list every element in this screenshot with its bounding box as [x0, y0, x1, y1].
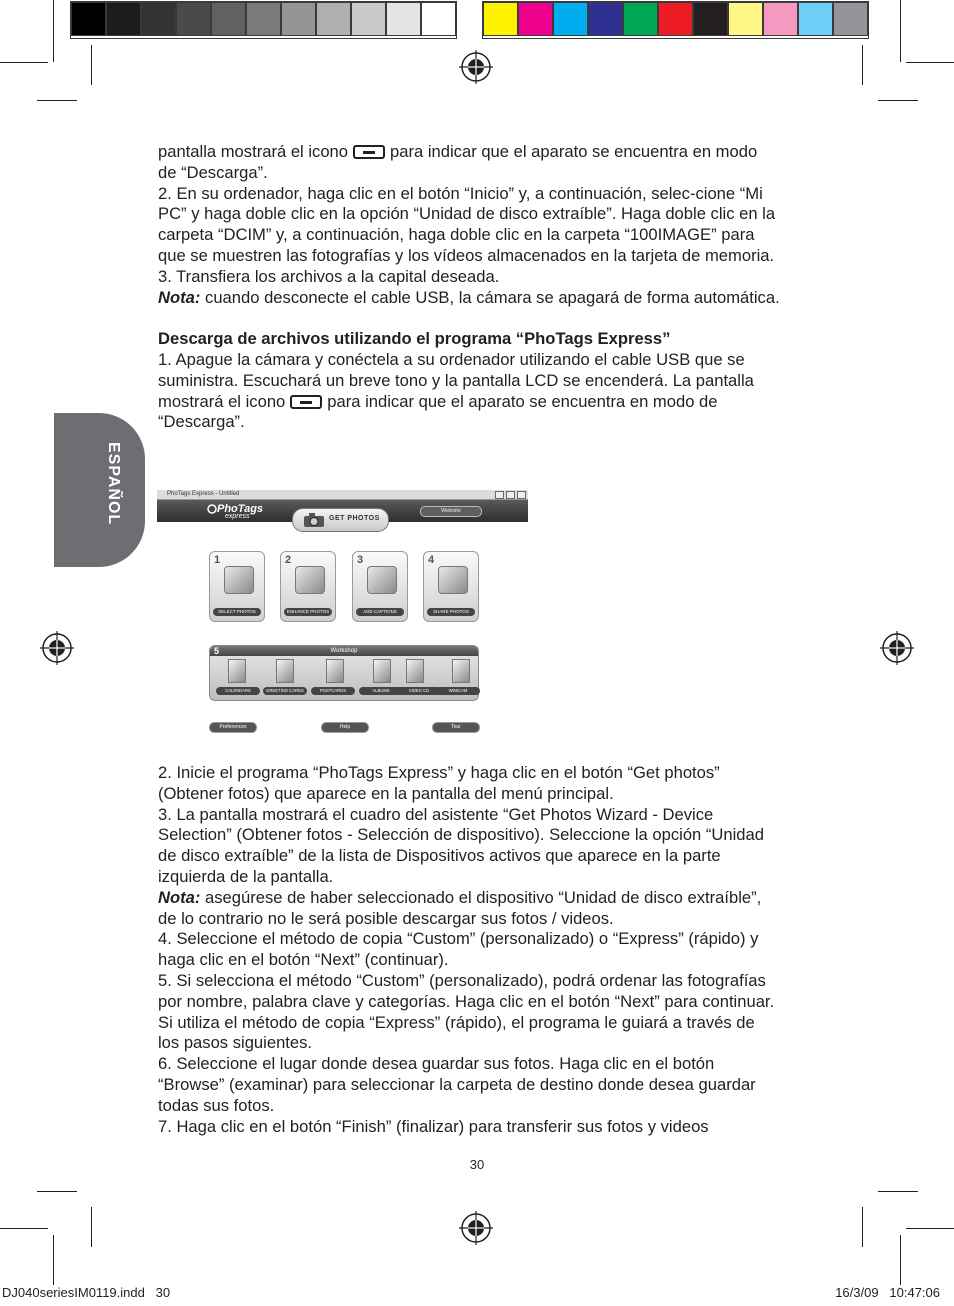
- instructions-bottom: [158, 763, 780, 1137]
- color-swatch: [351, 2, 386, 36]
- note-text: cuando desconecte el cable USB, la cámara se apagará de forma automática.: [205, 287, 780, 307]
- color-swatch: [833, 2, 868, 36]
- brush-icon: [295, 566, 325, 594]
- download-mode-icon: [290, 395, 322, 409]
- color-swatch: [421, 2, 456, 36]
- paragraph: [158, 142, 780, 184]
- folder-icon: [224, 566, 254, 594]
- crop-mark: [878, 100, 918, 101]
- color-swatch: [658, 2, 693, 36]
- grayscale-color-bar: [70, 1, 457, 39]
- crop-mark: [0, 1228, 48, 1229]
- color-swatch: [281, 2, 316, 36]
- language-tab: [54, 413, 145, 567]
- select-photos-tile[interactable]: [209, 551, 265, 622]
- color-swatch: [246, 2, 281, 36]
- paragraph: 5. Si selecciona el método “Custom” (personalizado), podrá ordenar las fotografías por nombre, palabra clave y categorías. Haga clic en el botón “Next” para continuar. Si utiliza el método de copia “Express” (rápido), el programa le guiará a través de los pasos siguientes.: [158, 970, 775, 1053]
- paragraph: 6. Seleccione el lugar donde desea guardar sus fotos. Haga clic en el botón “Browse” (examinar) para seleccionar la carpeta de destino donde desea guardar todas sus fotos.: [158, 1054, 756, 1115]
- text-run: para indicar que el aparato se encuentra en modo de “Descarga”.: [158, 142, 758, 182]
- close-icon: [517, 491, 526, 499]
- color-swatch: [518, 2, 553, 36]
- enhance-photos-tile[interactable]: [280, 551, 336, 622]
- color-swatch: [141, 2, 176, 36]
- color-swatch: [588, 2, 623, 36]
- workshop-item-label: ALBUMS: [359, 687, 403, 695]
- tour-button[interactable]: Tour: [432, 722, 480, 733]
- window-controls: [495, 491, 526, 499]
- paragraph: 7. Haga clic en el botón “Finish” (finalizar) para transferir sus fotos y videos: [158, 1116, 709, 1136]
- brand-sub: express: [225, 513, 250, 520]
- help-button[interactable]: Help: [321, 722, 369, 733]
- caption-icon: [367, 566, 397, 594]
- workshop-item-label: POSTCARDS: [311, 687, 355, 695]
- share-icon: [438, 566, 468, 594]
- crop-mark: [906, 1228, 954, 1229]
- tile-label: ENHANCE PHOTOS: [284, 608, 332, 616]
- tile-label: SELECT PHOTOS: [213, 608, 261, 616]
- website-button[interactable]: Website: [420, 506, 482, 517]
- registration-mark-icon: [459, 1211, 493, 1245]
- camera-icon: [303, 512, 325, 528]
- crop-mark: [862, 45, 863, 85]
- section-heading: Descarga de archivos utilizando el programa “PhoTags Express”: [158, 329, 671, 349]
- date-slug: 16/3/09 10:47:06: [835, 1285, 940, 1300]
- brand-name: PhoTags: [217, 503, 264, 515]
- maximize-icon: [506, 491, 515, 499]
- workshop-item-label: WEBCAM: [436, 687, 480, 695]
- paragraph: [158, 350, 780, 433]
- get-photos-button[interactable]: [292, 508, 389, 532]
- paragraph: 3. La pantalla mostrará el cuadro del asistente “Get Photos Wizard - Device Selection” (Obtener fotos - Selección de dispositivo). Seleccione la opción “Unidad de disco extraíble” de la lista de Dispositivos activos que aparece en la parte izquierda de la pantalla.: [158, 804, 764, 886]
- note-text: asegúrese de haber seleccionado el dispositivo “Unidad de disco extraíble”, de lo contrario no le será posible descargar sus fotos / videos.: [158, 887, 762, 928]
- download-mode-icon: [353, 145, 385, 159]
- crop-mark: [91, 1207, 92, 1247]
- tile-number: 3: [357, 554, 364, 566]
- color-swatch: [623, 2, 658, 36]
- page-number: 30: [469, 1157, 485, 1172]
- color-swatch: [728, 2, 763, 36]
- window-titlebar: [157, 490, 528, 500]
- language-tab-label: ESPAÑOL: [105, 442, 122, 526]
- calendar-icon[interactable]: [220, 659, 250, 685]
- color-swatch: [483, 2, 518, 36]
- workshop-title: Workshop: [210, 646, 478, 656]
- text-run: 1. Apague la cámara y conéctela a su ordenador utilizando el cable USB que se suministra. Escuchará un breve tono y la pantalla LCD se encenderá. La pantalla mostrará el icono: [158, 349, 754, 411]
- minimize-icon: [495, 491, 504, 499]
- crop-mark: [37, 100, 77, 101]
- crop-mark: [91, 45, 92, 85]
- tile-number: 2: [285, 554, 292, 566]
- color-swatch: [386, 2, 421, 36]
- crop-mark: [906, 62, 954, 63]
- registration-mark-icon: [459, 50, 493, 84]
- paragraph: 2. Inicie el programa “PhoTags Express” y haga clic en el botón “Get photos” (Obtener fotos) que aparece en la pantalla del menú principal.: [158, 763, 720, 803]
- preferences-button[interactable]: Preferences: [209, 722, 257, 733]
- add-captions-tile[interactable]: [352, 551, 408, 622]
- crop-mark: [900, 1235, 901, 1285]
- crop-mark: [862, 1207, 863, 1247]
- color-swatch: [763, 2, 798, 36]
- workshop-number: 5: [214, 646, 220, 656]
- brand: [217, 503, 263, 520]
- registration-mark-icon: [40, 631, 74, 665]
- photags-logo-icon: [207, 504, 217, 514]
- note-label: Nota:: [158, 887, 201, 907]
- paragraph: 2. En su ordenador, haga clic en el botón “Inicio” y, a continuación, selec-cione “Mi PC” y haga doble clic en la opción “Unidad de disco extraíble”. Haga doble clic en la carpeta “DCIM” y, a continuación, haga doble clic en la carpeta “100IMAGE” para que se muestren las fotografías y los vídeos almacenados en la tarjeta de memoria.: [158, 183, 776, 265]
- workshop-item-label: CALENDARS: [216, 687, 260, 695]
- text-run: para indicar que el aparato se encuentra en modo de “Descarga”.: [158, 391, 718, 432]
- postcard-icon[interactable]: [318, 659, 348, 685]
- file-slug: DJ040seriesIM0119.indd 30: [2, 1285, 171, 1300]
- paragraph: 4. Seleccione el método de copia “Custom” (personalizado) o “Express” (rápido) y haga clic en el botón “Next” (continuar).: [158, 929, 759, 970]
- crop-mark: [878, 1191, 918, 1192]
- note: [158, 888, 780, 930]
- window-title: PhoTags Express - Untitled: [167, 491, 240, 497]
- color-swatch: [798, 2, 833, 36]
- paragraph: 3. Transfiera los archivos a la capital deseada.: [158, 266, 500, 286]
- crop-mark: [37, 1191, 77, 1192]
- color-swatch: [211, 2, 246, 36]
- registration-mark-icon: [880, 631, 914, 665]
- webcam-icon[interactable]: [444, 659, 474, 685]
- color-swatch: [71, 2, 106, 36]
- tile-number: 1: [214, 554, 221, 566]
- note-label: Nota:: [158, 287, 201, 307]
- crop-mark: [0, 62, 48, 63]
- color-swatch: [553, 2, 588, 36]
- workshop-item-label: GREETING CARDS: [263, 687, 307, 695]
- crop-mark: [53, 1235, 54, 1285]
- video-cd-icon[interactable]: [398, 659, 428, 685]
- color-swatch: [693, 2, 728, 36]
- share-photos-tile[interactable]: [423, 551, 479, 622]
- workshop-item-label: VIDEO CD: [397, 687, 441, 695]
- tile-label: SHARE PHOTOS: [427, 608, 475, 616]
- color-swatch: [176, 2, 211, 36]
- crop-mark: [900, 0, 901, 62]
- color-swatch: [316, 2, 351, 36]
- get-photos-label: GET PHOTOS: [329, 515, 380, 522]
- instructions-top: [158, 142, 780, 433]
- workshop-panel: [209, 645, 479, 701]
- photags-screenshot: [157, 490, 528, 738]
- process-color-bar: [482, 1, 869, 39]
- tile-label: ADD CAPTIONS: [356, 608, 404, 616]
- note: [158, 288, 780, 309]
- album-icon[interactable]: [365, 659, 395, 685]
- crop-mark: [53, 0, 54, 62]
- text-run: pantalla mostrará el icono: [158, 142, 349, 161]
- color-swatch: [106, 2, 141, 36]
- greeting-card-icon[interactable]: [268, 659, 298, 685]
- tile-number: 4: [428, 554, 435, 566]
